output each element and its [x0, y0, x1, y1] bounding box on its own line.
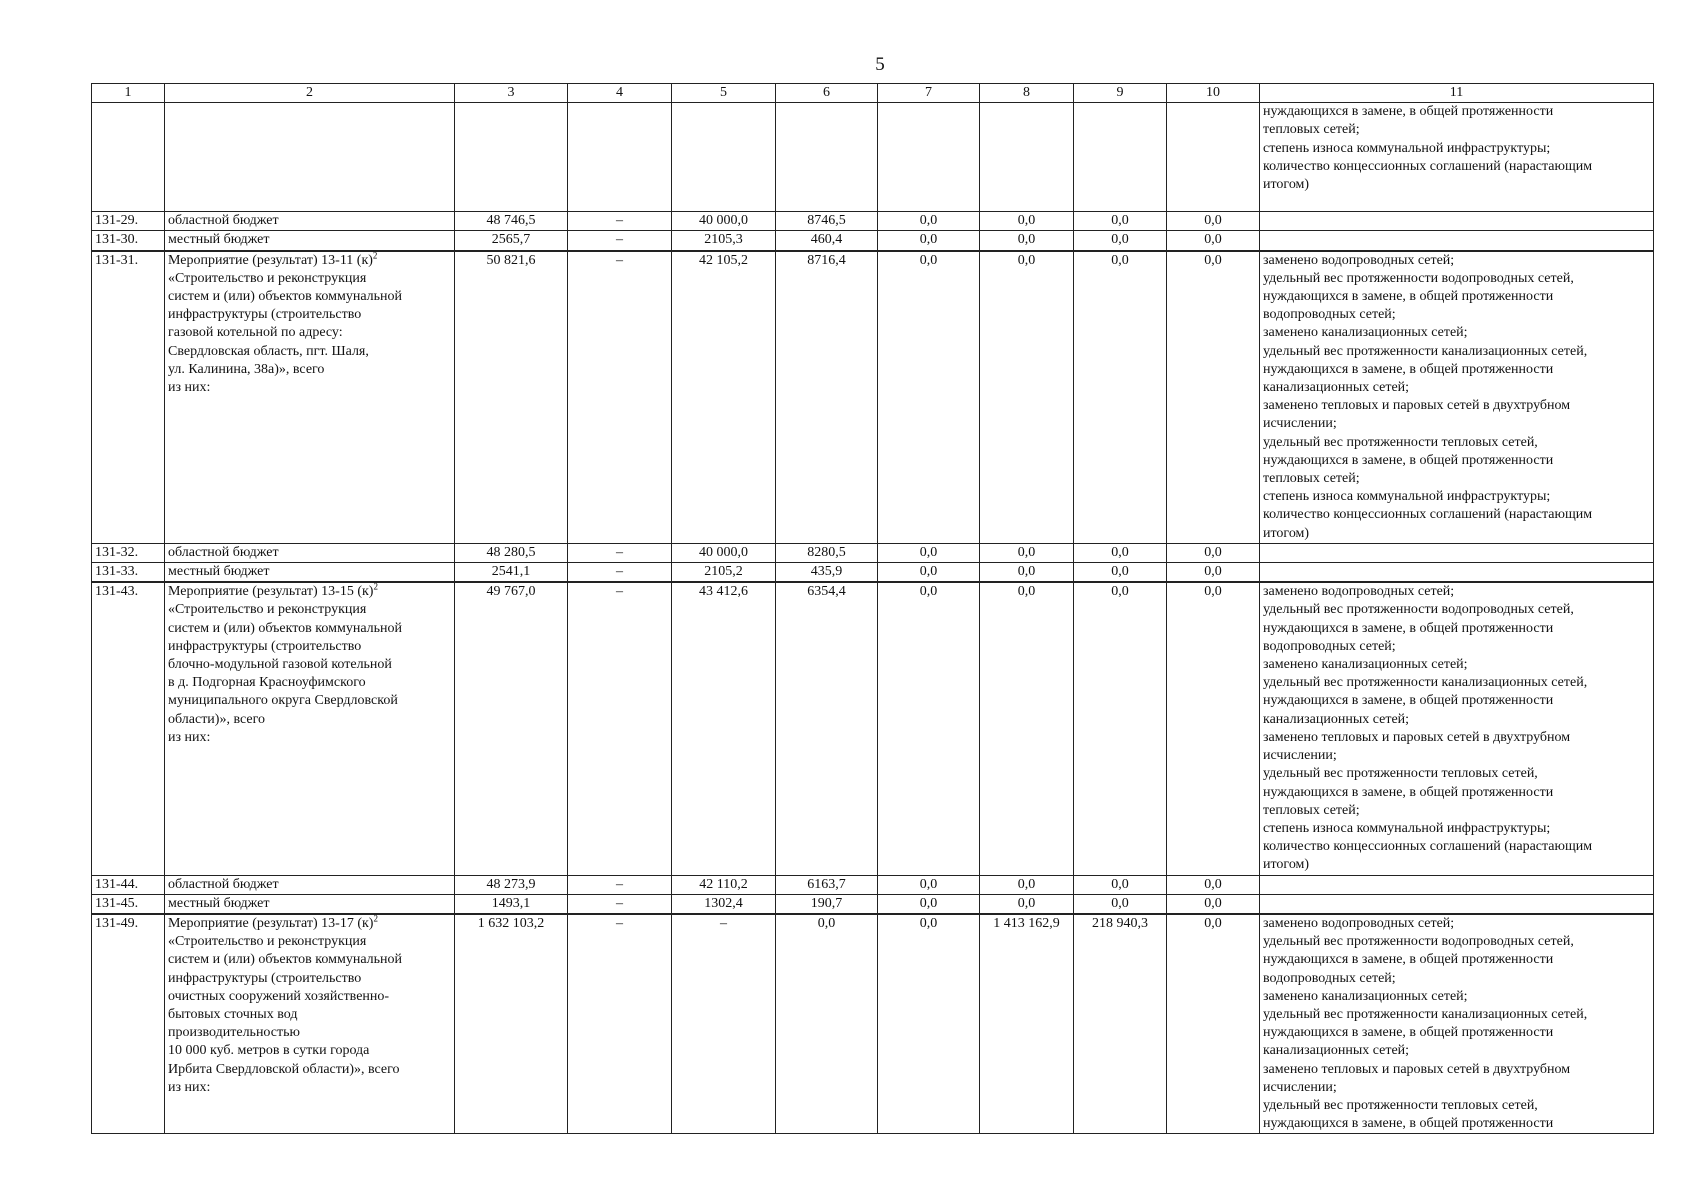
header-col-11: 11	[1260, 84, 1654, 103]
value-c5: 40 000,0	[672, 543, 776, 562]
indicator-line: нуждающихся в замене, в общей протяженности	[1263, 693, 1554, 709]
table-row	[92, 563, 1654, 583]
value-c9: 0,0	[1074, 582, 1167, 875]
table-row	[92, 212, 1654, 231]
event-title-text: Мероприятие (результат) 13-17 (к)	[168, 915, 374, 931]
cell-empty	[878, 103, 980, 212]
value-c8: 1 413 162,9	[980, 914, 1074, 1134]
event-description-line	[168, 915, 451, 933]
event-description-line: инфраструктуры (строительство	[168, 638, 362, 654]
indicators-cell	[1260, 914, 1654, 1134]
indicators-cell	[1260, 582, 1654, 875]
value-c10: 0,0	[1167, 894, 1260, 914]
value-c6: 8746,5	[776, 212, 878, 231]
table-row	[92, 231, 1654, 251]
value-c8: 0,0	[980, 543, 1074, 562]
continuation-row	[92, 103, 1654, 212]
event-description-line: из них:	[168, 380, 211, 396]
value-c6: 8280,5	[776, 543, 878, 562]
value-c8: 0,0	[980, 894, 1074, 914]
value-c6: 6354,4	[776, 582, 878, 875]
row-number: 131-29.	[92, 212, 165, 231]
header-col-7: 7	[878, 84, 980, 103]
value-c4: –	[568, 543, 672, 562]
indicator-line: заменено тепловых и паровых сетей в двухтрубном	[1263, 729, 1571, 745]
cell-empty	[776, 103, 878, 212]
value-c7: 0,0	[878, 543, 980, 562]
event-description-line: ул. Калинина, 38а)», всего	[168, 361, 325, 377]
table-row	[92, 543, 1654, 562]
value-c8: 0,0	[980, 563, 1074, 583]
value-c6: 460,4	[776, 231, 878, 251]
value-c8: 0,0	[980, 251, 1074, 544]
value-c7: 0,0	[878, 563, 980, 583]
value-c6: 8716,4	[776, 251, 878, 544]
indicator-line: заменено тепловых и паровых сетей в двухтрубном	[1263, 1061, 1571, 1077]
value-c5: 43 412,6	[672, 582, 776, 875]
indicator-line: заменено водопроводных сетей;	[1263, 584, 1455, 600]
table-row	[92, 875, 1654, 894]
value-c5: 42 105,2	[672, 251, 776, 544]
indicator-line: исчислении;	[1263, 416, 1337, 432]
event-description-line: инфраструктуры (строительство	[168, 307, 362, 323]
budget-source: областной бюджет	[165, 543, 455, 562]
event-description-line: «Строительство и реконструкция	[168, 602, 367, 618]
indicators-cell	[1260, 894, 1654, 914]
value-c7: 0,0	[878, 231, 980, 251]
indicator-line: удельный вес протяженности тепловых сетей,	[1263, 1097, 1538, 1113]
value-c8: 0,0	[980, 875, 1074, 894]
value-c6: 435,9	[776, 563, 878, 583]
header-row	[92, 84, 1654, 103]
value-c10: 0,0	[1167, 563, 1260, 583]
value-c6: 0,0	[776, 914, 878, 1134]
indicator-line: водопроводных сетей;	[1263, 638, 1396, 654]
event-description-line: из них:	[168, 1079, 211, 1095]
indicator-line: канализационных сетей;	[1263, 711, 1410, 727]
indicator-line: количество концессионных соглашений (нарастающим	[1263, 507, 1593, 523]
indicator-line: итогом)	[1263, 177, 1310, 193]
value-c8: 0,0	[980, 231, 1074, 251]
indicator-line: заменено канализационных сетей;	[1263, 657, 1468, 673]
indicator-line: тепловых сетей;	[1263, 471, 1360, 487]
table-row	[92, 251, 1654, 544]
value-c10: 0,0	[1167, 914, 1260, 1134]
event-description	[165, 914, 455, 1134]
value-c3: 2541,1	[455, 563, 568, 583]
row-number: 131-32.	[92, 543, 165, 562]
value-c4: –	[568, 894, 672, 914]
event-description-line: Ирбита Свердловской области)», всего	[168, 1061, 400, 1077]
event-description-line	[168, 583, 451, 601]
value-c10: 0,0	[1167, 212, 1260, 231]
value-c9: 0,0	[1074, 894, 1167, 914]
indicator-line: тепловых сетей;	[1263, 122, 1360, 138]
indicators-cell	[1260, 212, 1654, 231]
indicator-line: заменено канализационных сетей;	[1263, 325, 1468, 341]
value-c9: 0,0	[1074, 563, 1167, 583]
value-c10: 0,0	[1167, 543, 1260, 562]
indicator-line: удельный вес протяженности водопроводных сетей,	[1263, 934, 1574, 950]
value-c8: 0,0	[980, 212, 1074, 231]
event-description-line: газовой котельной по адресу:	[168, 325, 343, 341]
value-c5: 1302,4	[672, 894, 776, 914]
indicator-line: нуждающихся в замене, в общей протяженности	[1263, 1116, 1554, 1132]
value-c10: 0,0	[1167, 231, 1260, 251]
indicator-line: удельный вес протяженности водопроводных сетей,	[1263, 602, 1574, 618]
indicator-line: удельный вес протяженности тепловых сетей,	[1263, 434, 1538, 450]
event-title-text: Мероприятие (результат) 13-11 (к)	[168, 252, 373, 268]
event-description	[165, 251, 455, 544]
budget-source: областной бюджет	[165, 212, 455, 231]
event-title-text: Мероприятие (результат) 13-15 (к)	[168, 584, 374, 600]
financing-table	[91, 83, 1654, 1134]
event-description-line: в д. Подгорная Красноуфимского	[168, 675, 366, 691]
value-c10: 0,0	[1167, 251, 1260, 544]
indicators-cell	[1260, 103, 1654, 212]
value-c4: –	[568, 582, 672, 875]
table-body	[92, 84, 1654, 1134]
header-col-6: 6	[776, 84, 878, 103]
indicators-cell	[1260, 543, 1654, 562]
value-c7: 0,0	[878, 582, 980, 875]
indicator-line: количество концессионных соглашений (нарастающим	[1263, 158, 1593, 174]
indicator-line: нуждающихся в замене, в общей протяженности	[1263, 452, 1554, 468]
event-description-line: производительностью	[168, 1025, 300, 1041]
header-col-2: 2	[165, 84, 455, 103]
value-c9: 0,0	[1074, 543, 1167, 562]
value-c7: 0,0	[878, 914, 980, 1134]
value-c9: 0,0	[1074, 212, 1167, 231]
event-description-line	[168, 252, 451, 270]
indicator-line: нуждающихся в замене, в общей протяженности	[1263, 952, 1554, 968]
indicator-line: удельный вес протяженности канализационных сетей,	[1263, 675, 1588, 691]
value-c7: 0,0	[878, 894, 980, 914]
indicator-line: удельный вес протяженности канализационных сетей,	[1263, 1006, 1588, 1022]
indicator-line: нуждающихся в замене, в общей протяженности	[1263, 104, 1554, 120]
event-description-line: «Строительство и реконструкция	[168, 934, 367, 950]
table-row	[92, 914, 1654, 1134]
indicator-line: заменено тепловых и паровых сетей в двухтрубном	[1263, 398, 1571, 414]
row-number: 131-49.	[92, 914, 165, 1134]
value-c7: 0,0	[878, 875, 980, 894]
indicator-line: степень износа коммунальной инфраструктуры;	[1263, 489, 1551, 505]
indicator-line: удельный вес протяженности тепловых сетей,	[1263, 766, 1538, 782]
value-c9: 218 940,3	[1074, 914, 1167, 1134]
value-c4: –	[568, 563, 672, 583]
indicator-line: нуждающихся в замене, в общей протяженности	[1263, 784, 1554, 800]
indicator-line: водопроводных сетей;	[1263, 307, 1396, 323]
event-description-line: систем и (или) объектов коммунальной	[168, 952, 403, 968]
footnote-mark: 2	[372, 250, 378, 260]
value-c5: 2105,3	[672, 231, 776, 251]
indicator-line: нуждающихся в замене, в общей протяженности	[1263, 361, 1554, 377]
indicator-line: количество концессионных соглашений (нарастающим	[1263, 839, 1593, 855]
budget-source: местный бюджет	[165, 231, 455, 251]
indicator-line: нуждающихся в замене, в общей протяженности	[1263, 289, 1554, 305]
header-col-8: 8	[980, 84, 1074, 103]
indicator-line: исчислении;	[1263, 1079, 1337, 1095]
header-col-5: 5	[672, 84, 776, 103]
value-c3: 1493,1	[455, 894, 568, 914]
event-description-line: области)», всего	[168, 711, 265, 727]
event-description-line: бытовых сточных вод	[168, 1006, 298, 1022]
value-c8: 0,0	[980, 582, 1074, 875]
header-col-1: 1	[92, 84, 165, 103]
indicator-line: заменено водопроводных сетей;	[1263, 915, 1455, 931]
value-c5: –	[672, 914, 776, 1134]
value-c7: 0,0	[878, 251, 980, 544]
event-description-line: Свердловская область, пгт. Шаля,	[168, 343, 369, 359]
header-col-3: 3	[455, 84, 568, 103]
value-c5: 40 000,0	[672, 212, 776, 231]
cell-empty	[455, 103, 568, 212]
indicator-line: заменено канализационных сетей;	[1263, 988, 1468, 1004]
budget-source: местный бюджет	[165, 563, 455, 583]
cell-empty	[672, 103, 776, 212]
value-c4: –	[568, 251, 672, 544]
value-c5: 42 110,2	[672, 875, 776, 894]
value-c3: 50 821,6	[455, 251, 568, 544]
value-c6: 6163,7	[776, 875, 878, 894]
event-description	[165, 582, 455, 875]
cell-empty	[1167, 103, 1260, 212]
value-c4: –	[568, 914, 672, 1134]
event-description-line: инфраструктуры (строительство	[168, 970, 362, 986]
indicator-line: итогом)	[1263, 525, 1310, 541]
indicator-line: степень износа коммунальной инфраструктуры;	[1263, 140, 1551, 156]
value-c10: 0,0	[1167, 582, 1260, 875]
value-c6: 190,7	[776, 894, 878, 914]
footnote-mark: 2	[373, 913, 378, 924]
row-number: 131-31.	[92, 251, 165, 544]
indicators-cell	[1260, 251, 1654, 544]
page-number: 5	[875, 54, 885, 75]
cell-empty	[980, 103, 1074, 212]
row-number: 131-45.	[92, 894, 165, 914]
header-col-10: 10	[1167, 84, 1260, 103]
row-number: 131-44.	[92, 875, 165, 894]
value-c5: 2105,2	[672, 563, 776, 583]
indicators-cell	[1260, 563, 1654, 583]
value-c4: –	[568, 212, 672, 231]
indicators-cell	[1260, 875, 1654, 894]
cell-empty	[92, 103, 165, 212]
value-c7: 0,0	[878, 212, 980, 231]
footnote-mark: 2	[373, 582, 378, 592]
value-c3: 48 273,9	[455, 875, 568, 894]
value-c9: 0,0	[1074, 875, 1167, 894]
budget-source: областной бюджет	[165, 875, 455, 894]
row-number: 131-43.	[92, 582, 165, 875]
header-col-4: 4	[568, 84, 672, 103]
row-number: 131-30.	[92, 231, 165, 251]
cell-empty	[165, 103, 455, 212]
event-description-line: очистных сооружений хозяйственно-	[168, 988, 390, 1004]
indicator-line: канализационных сетей;	[1263, 1043, 1410, 1059]
event-description-line: систем и (или) объектов коммунальной	[168, 289, 403, 305]
indicator-line: удельный вес протяженности водопроводных сетей,	[1263, 270, 1574, 286]
table-row	[92, 894, 1654, 914]
event-description-line: систем и (или) объектов коммунальной	[168, 620, 403, 636]
value-c9: 0,0	[1074, 251, 1167, 544]
indicator-line: нуждающихся в замене, в общей протяженности	[1263, 620, 1554, 636]
indicator-line: итогом)	[1263, 857, 1310, 873]
budget-source: местный бюджет	[165, 894, 455, 914]
indicators-cell	[1260, 231, 1654, 251]
indicator-line: исчислении;	[1263, 748, 1337, 764]
indicator-line: нуждающихся в замене, в общей протяженности	[1263, 1025, 1554, 1041]
cell-empty	[568, 103, 672, 212]
value-c3: 1 632 103,2	[455, 914, 568, 1134]
value-c10: 0,0	[1167, 875, 1260, 894]
value-c9: 0,0	[1074, 231, 1167, 251]
indicator-line: канализационных сетей;	[1263, 380, 1410, 396]
value-c3: 49 767,0	[455, 582, 568, 875]
value-c3: 48 746,5	[455, 212, 568, 231]
value-c3: 48 280,5	[455, 543, 568, 562]
event-description-line: муниципального округа Свердловской	[168, 693, 398, 709]
header-col-9: 9	[1074, 84, 1167, 103]
value-c4: –	[568, 231, 672, 251]
indicator-line: тепловых сетей;	[1263, 802, 1360, 818]
indicator-line: заменено водопроводных сетей;	[1263, 252, 1455, 268]
cell-empty	[1074, 103, 1167, 212]
value-c4: –	[568, 875, 672, 894]
row-number: 131-33.	[92, 563, 165, 583]
event-description-line: блочно-модульной газовой котельной	[168, 657, 392, 673]
event-description-line: из них:	[168, 729, 211, 745]
indicator-line: водопроводных сетей;	[1263, 970, 1396, 986]
event-description-line: «Строительство и реконструкция	[168, 270, 367, 286]
value-c3: 2565,7	[455, 231, 568, 251]
table-row	[92, 582, 1654, 875]
indicator-line: удельный вес протяженности канализационных сетей,	[1263, 343, 1588, 359]
event-description-line: 10 000 куб. метров в сутки города	[168, 1043, 370, 1059]
indicator-line: степень износа коммунальной инфраструктуры;	[1263, 820, 1551, 836]
